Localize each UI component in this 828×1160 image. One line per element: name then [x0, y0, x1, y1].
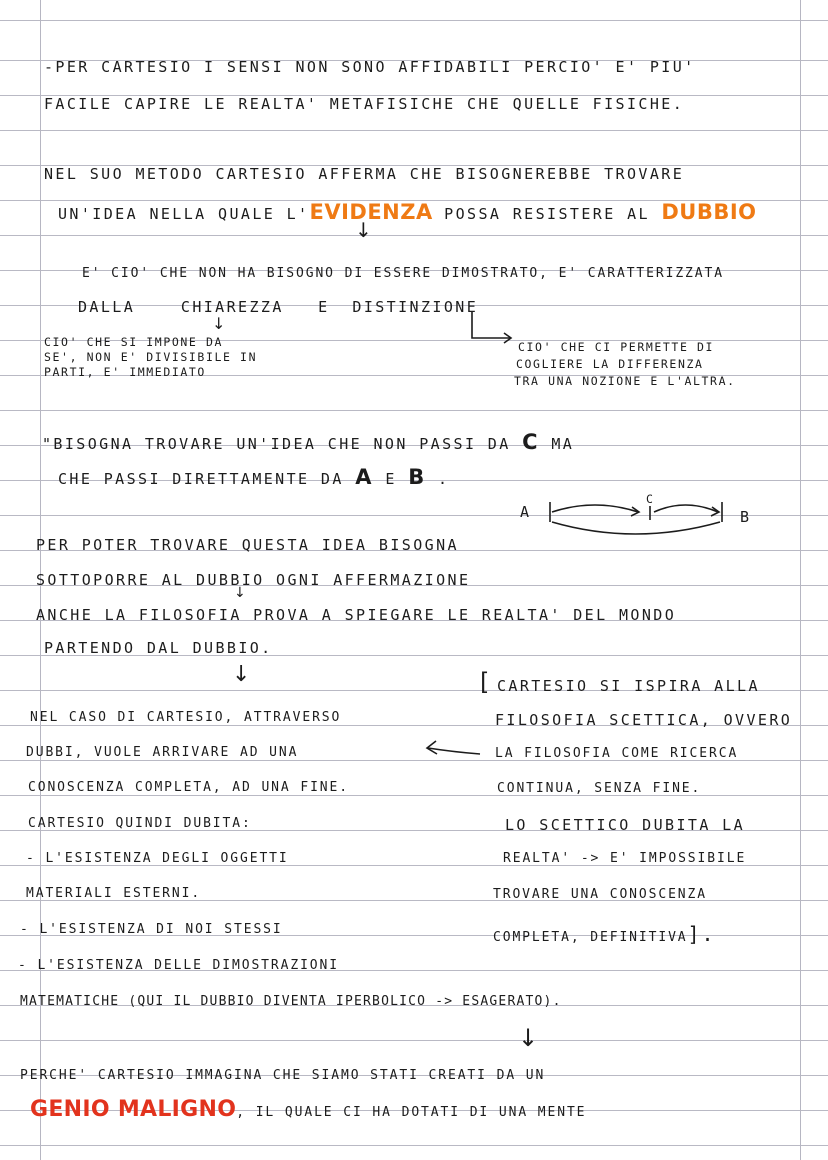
text-line: PER POTER TROVARE QUESTA IDEA BISOGNA [36, 536, 459, 554]
text-line: - L'ESISTENZA DEGLI OGGETTI [26, 851, 289, 866]
text-segment: CHE PASSI DIRETTAMENTE DA [58, 470, 344, 488]
text-line: LO SCETTICO DUBITA LA [505, 816, 746, 834]
right-margin-line [800, 0, 801, 1160]
down-arrow-icon: ↓ [212, 314, 226, 333]
diagram-label-c: C [646, 492, 655, 506]
note-line: TRA UNA NOZIONE E L'ALTRA. [514, 374, 736, 388]
text-segment: E [385, 470, 397, 488]
letter-c: C [522, 430, 540, 454]
down-arrow-icon: ↓ [355, 218, 372, 242]
text-line: CARTESIO SI ISPIRA ALLA [497, 677, 760, 695]
letter-a: A [355, 465, 374, 489]
highlight-evidenza: EVIDENZA [309, 200, 433, 224]
text-line: E' CIO' CHE NON HA BISOGNO DI ESSERE DIMOSTRATO, E' CARATTERIZZATA [82, 266, 724, 281]
curved-arrow-icon [468, 310, 518, 350]
text-line: CARTESIO QUINDI DUBITA: [28, 816, 252, 831]
note-line: CIO' CHE CI PERMETTE DI [518, 340, 715, 354]
text-line: MATEMATICHE (QUI IL DUBBIO DIVENTA IPERBOLICO -> ESAGERATO). [20, 994, 562, 1009]
path-diagram-icon [540, 498, 740, 543]
text-line: LA FILOSOFIA COME RICERCA [495, 746, 739, 761]
text-line [58, 200, 757, 224]
down-arrow-icon: ↓ [232, 662, 251, 687]
text-line [30, 1097, 586, 1122]
down-arrow-icon: ↓ [234, 585, 246, 601]
text-line: - L'ESISTENZA DELLE DIMOSTRAZIONI [18, 958, 339, 973]
text-line: FACILE CAPIRE LE REALTA' METAFISICHE CHE QUELLE FISICHE. [44, 95, 685, 113]
text-line: CONTINUA, SENZA FINE. [497, 781, 702, 796]
text-line: -PER CARTESIO I SENSI NON SONO AFFIDABILI PERCIO' E' PIU' [44, 58, 696, 76]
diagram-label-b: B [740, 508, 752, 526]
text-line: CONOSCENZA COMPLETA, AD UNA FINE. [28, 780, 349, 795]
text-segment: DISTINZIONE [352, 298, 479, 316]
down-arrow-icon: ↓ [518, 1024, 539, 1052]
text-line: PARTENDO DAL DUBBIO. [44, 639, 273, 657]
text-segment: CHIAREZZA [180, 298, 284, 316]
note-line: CIO' CHE SI IMPONE DA [44, 335, 223, 349]
text-segment: MA [551, 435, 575, 453]
text-line: TROVARE UNA CONOSCENZA [493, 887, 707, 902]
text-line: MATERIALI ESTERNI. [26, 886, 202, 901]
note-line: COGLIERE LA DIFFERENZA [516, 357, 704, 371]
text-line: - L'ESISTENZA DI NOI STESSI [20, 922, 283, 937]
note-line: PARTI, E' IMMEDIATO [44, 365, 206, 379]
text-line: NEL SUO METODO CARTESIO AFFERMA CHE BISOGNEREBBE TROVARE [44, 165, 685, 183]
text-line: REALTA' -> E' IMPOSSIBILE [503, 851, 747, 866]
text-line [58, 465, 449, 489]
text-segment: E [318, 298, 330, 316]
text-segment: UN'IDEA NELLA QUALE L' [58, 205, 310, 223]
text-segment: "BISOGNA TROVARE UN'IDEA CHE NON PASSI DA [42, 435, 511, 453]
text-line [493, 922, 715, 946]
text-line: ANCHE LA FILOSOFIA PROVA A SPIEGARE LE REALTA' DEL MONDO [36, 606, 677, 624]
close-bracket: ]. [687, 922, 716, 946]
text-line [78, 298, 478, 316]
letter-b: B [408, 465, 427, 489]
text-segment: DALLA [78, 298, 136, 316]
text-segment: . [438, 470, 450, 488]
text-segment: COMPLETA, DEFINITIVA [493, 930, 688, 945]
open-bracket: [ [480, 668, 490, 696]
text-line: SOTTOPORRE AL DUBBIO OGNI AFFERMAZIONE [36, 571, 471, 589]
text-line: FILOSOFIA SCETTICA, OVVERO [495, 711, 793, 729]
diagram-label-a: A [520, 503, 532, 521]
text-segment: POSSA RESISTERE AL [444, 205, 650, 223]
highlight-dubbio: DUBBIO [661, 200, 757, 224]
text-segment: , IL QUALE CI HA DOTATI DI UNA MENTE [236, 1105, 587, 1120]
text-line: DUBBI, VUOLE ARRIVARE AD UNA [26, 745, 299, 760]
text-line: NEL CASO DI CARTESIO, ATTRAVERSO [30, 710, 342, 725]
highlight-genio-maligno: GENIO MALIGNO [30, 1097, 237, 1122]
text-line [42, 430, 574, 454]
note-line: SE', NON E' DIVISIBILE IN [44, 350, 258, 364]
left-arrow-icon [424, 738, 484, 762]
text-line: PERCHE' CARTESIO IMMAGINA CHE SIAMO STATI CREATI DA UN [20, 1068, 546, 1083]
